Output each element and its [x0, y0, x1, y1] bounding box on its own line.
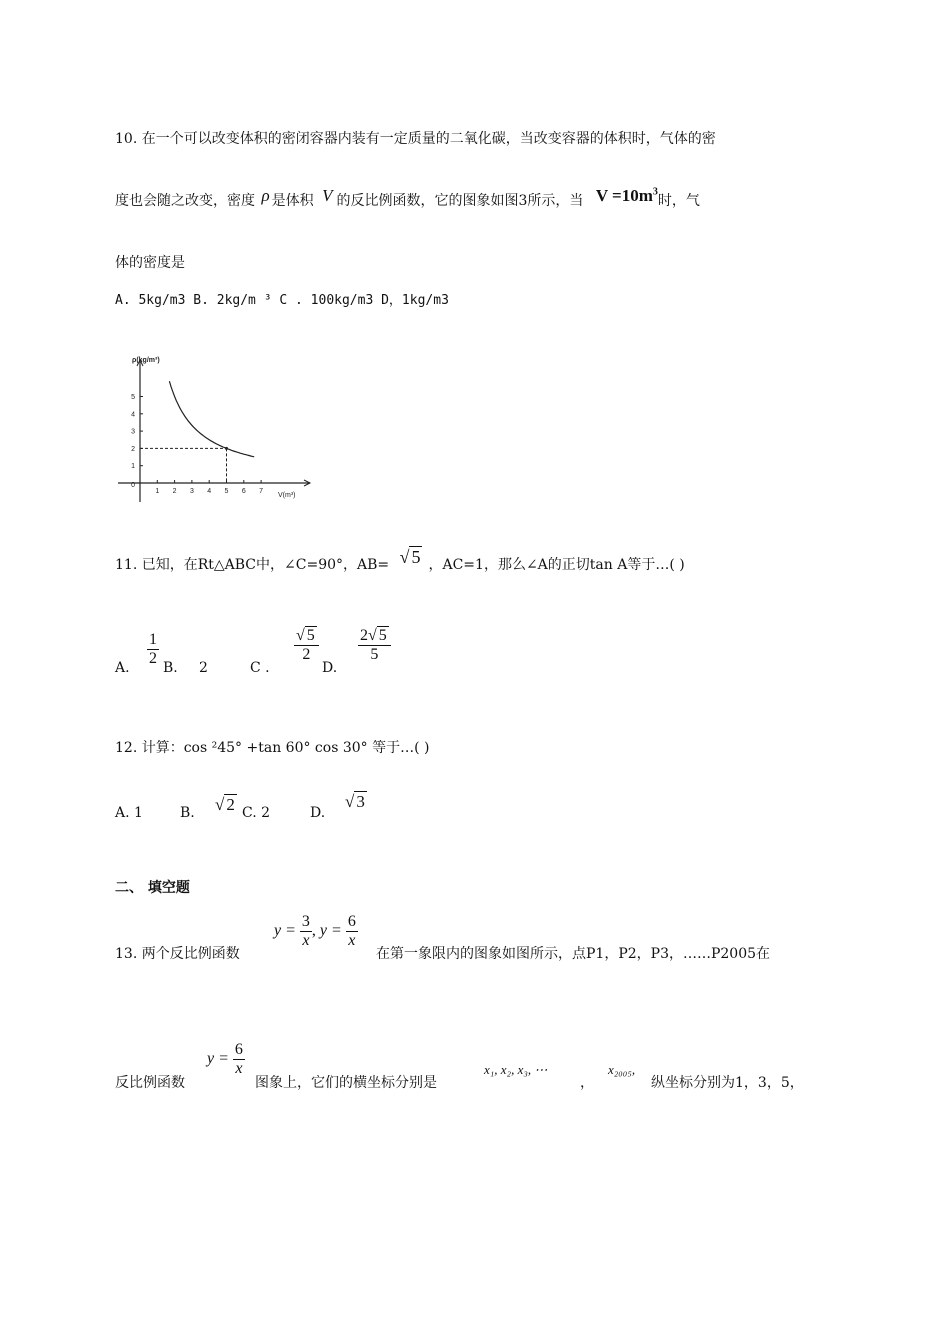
q11-c-sqrt: √ 5	[296, 627, 315, 644]
f2-lhs: y =	[319, 922, 342, 940]
highlight-point	[225, 447, 228, 450]
y-tick-label: 4	[131, 411, 135, 419]
q12-stem: 12. 计算：cos ²45° +tan 60° cos 30° 等于…( )	[115, 740, 430, 756]
q13-formulas	[274, 914, 358, 949]
f1-num: 3	[301, 913, 310, 930]
q12-d-radicand: 3	[356, 792, 365, 811]
q12-option-b-label: B.	[180, 805, 195, 821]
q13-xs: x₁, x₂, x₃, ⋯	[484, 1062, 548, 1077]
q13-line2-b: 图象上，它们的横坐标分别是	[255, 1075, 437, 1091]
sqrt5-ab: √ 5	[399, 547, 421, 567]
x-tick-label: 7	[259, 488, 264, 495]
density-curve	[169, 381, 254, 457]
f2-num: 6	[347, 913, 356, 930]
volume-equation-text: V =10m	[595, 186, 653, 205]
x-tick-label: 3	[189, 488, 194, 495]
f2-den: x	[348, 932, 356, 949]
x-tick-label: 6	[241, 488, 246, 495]
q13-line2-a: 反比例函数	[115, 1075, 185, 1091]
rho-symbol: ρ	[261, 186, 270, 205]
q11-option-c-frac	[294, 628, 319, 663]
f3-num: 6	[234, 1041, 243, 1058]
q10-line3: 体的密度是	[115, 255, 185, 271]
q12-option-d-label: D.	[310, 805, 326, 821]
q11-option-d-frac	[358, 628, 391, 663]
volume-equation-sup: 3	[652, 186, 658, 198]
sqrt5-ab-radicand: 5	[411, 547, 421, 567]
x-axis-label: V(m³)	[278, 492, 296, 499]
f1-den: x	[302, 932, 310, 949]
origin-label: 0	[131, 482, 135, 489]
f3-den: x	[235, 1060, 243, 1077]
q11-a-num: 1	[149, 631, 157, 648]
volume-equation	[596, 186, 658, 205]
density-volume-chart	[118, 352, 318, 510]
q11-stem	[115, 547, 685, 574]
q13-x2005: x₂₀₀₅,	[608, 1062, 636, 1077]
q10-line2-a: 度也会随之改变，密度	[115, 193, 255, 209]
q11-option-d-label: D.	[322, 660, 338, 676]
f1-lhs: y =	[274, 922, 296, 940]
q11-stem-b: ，AC=1，那么∠A的正切tan A等于…( )	[428, 557, 685, 573]
q13-lead: 13. 两个反比例函数	[115, 946, 240, 962]
section-title: 二、 填空题	[115, 880, 190, 896]
q10-line2-b: 是体积	[271, 193, 314, 209]
q11-option-c-label: C .	[250, 660, 270, 676]
q12-option-c: C. 2	[242, 805, 271, 821]
q11-c-num: 5	[306, 627, 315, 644]
q12-option-b-sqrt: √ 2	[215, 795, 235, 814]
q12-option-a: A. 1	[115, 805, 143, 821]
volume-symbol: V	[322, 186, 333, 205]
q10-line2	[115, 186, 700, 210]
q11-option-a-frac	[147, 632, 159, 667]
q11-d-den: 5	[370, 646, 379, 663]
y-axis-label: ρ(kg/m³)	[132, 357, 160, 364]
q12-b-radicand: 2	[226, 795, 235, 814]
x-tick-label: 4	[207, 488, 212, 495]
q11-c-den: 2	[302, 646, 311, 663]
x-tick-label: 2	[172, 488, 177, 495]
q11-d-num: 5	[378, 627, 387, 644]
q11-stem-a: 11. 已知，在Rt△ABC中，∠C=90°，AB=	[115, 557, 390, 573]
q11-option-a-label: A.	[115, 660, 130, 676]
q11-option-b-value: 2	[199, 660, 208, 676]
x-tick-label: 5	[224, 488, 229, 495]
q10-line2-d: 时，气	[657, 193, 700, 209]
q13-tail1: 在第一象限内的图象如图所示，点P1，P2，P3，……P2005在	[376, 946, 771, 962]
q11-d-sqrt: √ 5	[368, 627, 387, 644]
q10-options: A. 5kg/m3 B. 2kg/m ³ C . 100kg/m3 D，1kg/m3	[115, 293, 449, 308]
q11-d-coef: 2	[360, 627, 368, 644]
x-tick-label: 1	[155, 488, 160, 495]
f3-lhs: y =	[207, 1050, 229, 1068]
y-tick-label: 2	[131, 445, 135, 453]
q10-line2-c: 的反比例函数，它的图象如图3所示，当	[336, 193, 584, 209]
q13-line2-d: 纵坐标分别为1，3，5，	[651, 1075, 804, 1091]
q11-option-b-label: B.	[163, 660, 178, 676]
q13-line2-c: ，	[580, 1075, 594, 1091]
q10-line1: 10. 在一个可以改变体积的密闭容器内装有一定质量的二氧化碳，当改变容器的体积时，气体的密	[115, 131, 716, 147]
y-tick-label: 5	[131, 394, 135, 401]
y-tick-label: 1	[131, 463, 135, 471]
f-comma: ,	[311, 922, 316, 940]
q12-option-d-sqrt: √ 3	[345, 792, 365, 811]
q11-a-den: 2	[149, 650, 157, 667]
y-tick-label: 3	[131, 428, 135, 436]
q13-formula3	[207, 1042, 245, 1077]
